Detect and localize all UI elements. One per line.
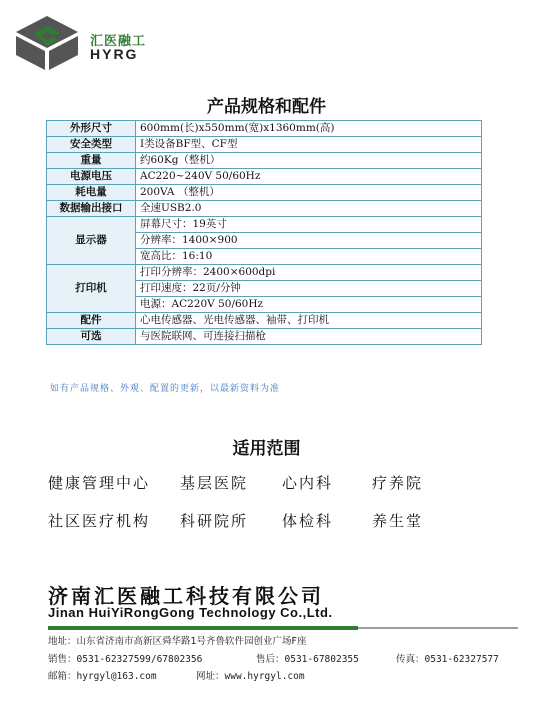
- application-item: 社区医疗机构: [48, 512, 151, 530]
- spec-key: 配件: [47, 313, 136, 329]
- spec-value: 屏幕尺寸：19英寸: [136, 217, 482, 233]
- application-item: 健康管理中心: [48, 474, 151, 492]
- spec-key: 电源电压: [47, 169, 136, 185]
- fax-number: 传真：0531-62327577: [396, 654, 499, 665]
- table-row: [47, 121, 482, 137]
- spec-key: 可选: [47, 329, 136, 345]
- application-item: 科研院所: [180, 512, 249, 530]
- application-item: 疗养院: [372, 474, 424, 492]
- spec-table: [46, 120, 482, 345]
- company-name-en: Jinan HuiYiRongGong Technology Co.,Ltd.: [48, 605, 333, 620]
- spec-title: 产品规格和配件: [207, 97, 326, 117]
- company-logo-icon: [14, 14, 80, 72]
- spec-value: 心电传感器、光电传感器、袖带、打印机: [136, 313, 482, 329]
- spec-key: 外形尺寸: [47, 121, 136, 137]
- spec-key: 重量: [47, 153, 136, 169]
- update-note: 如有产品规格、外观、配置的更新，以最新资料为准: [50, 384, 281, 394]
- divider-green: [48, 626, 358, 630]
- spec-value: 打印分辨率：2400×600dpi: [136, 265, 482, 281]
- website-link[interactable]: 网址：www.hyrgyl.com: [196, 671, 305, 682]
- divider-gray: [358, 627, 518, 629]
- spec-key: 打印机: [47, 265, 136, 313]
- application-item: 心内科: [282, 474, 334, 492]
- table-row: [47, 313, 482, 329]
- applications-title: 适用范围: [232, 439, 301, 459]
- spec-value: 全速USB2.0: [136, 201, 482, 217]
- spec-value: I类设备BF型、CF型: [136, 137, 482, 153]
- spec-value: 分辨率：1400×900: [136, 233, 482, 249]
- sales-phone: 销售：0531-62327599/67802356: [48, 654, 203, 665]
- spec-value: 600mm(长)x550mm(宽)x1360mm(高): [136, 121, 482, 137]
- application-item: 体检科: [282, 512, 334, 530]
- spec-value: 与医院联网、可连接扫描枪: [136, 329, 482, 345]
- spec-value: 宽高比：16:10: [136, 249, 482, 265]
- table-row: [47, 185, 482, 201]
- table-row: [47, 153, 482, 169]
- table-row: [47, 201, 482, 217]
- spec-value: 打印速度：22页/分钟: [136, 281, 482, 297]
- application-item: 养生堂: [372, 512, 424, 530]
- table-row: [47, 137, 482, 153]
- table-row: [47, 169, 482, 185]
- address-text: 地址：山东省济南市高新区舜华路1号齐鲁软件园创业广场F座: [48, 636, 307, 647]
- spec-value: AC220~240V 50/60Hz: [136, 169, 482, 185]
- application-item: 基层医院: [180, 474, 249, 492]
- company-name-cn: 济南汇医融工科技有限公司: [48, 584, 324, 608]
- spec-key: 数据输出接口: [47, 201, 136, 217]
- spec-value: 200VA （整机）: [136, 185, 482, 201]
- spec-key: 耗电量: [47, 185, 136, 201]
- table-row: [47, 265, 482, 281]
- spec-value: 电源：AC220V 50/60Hz: [136, 297, 482, 313]
- logo-cn-text: 汇医融工: [90, 34, 147, 49]
- spec-value: 约60Kg（整机）: [136, 153, 482, 169]
- aftersales-phone: 售后：0531-67802355: [256, 654, 359, 665]
- logo-en-text: HYRG: [90, 46, 139, 62]
- table-row: [47, 217, 482, 233]
- table-row: [47, 329, 482, 345]
- spec-key: 显示器: [47, 217, 136, 265]
- email-link[interactable]: 邮箱：hyrgyl@163.com: [48, 671, 157, 682]
- spec-key: 安全类型: [47, 137, 136, 153]
